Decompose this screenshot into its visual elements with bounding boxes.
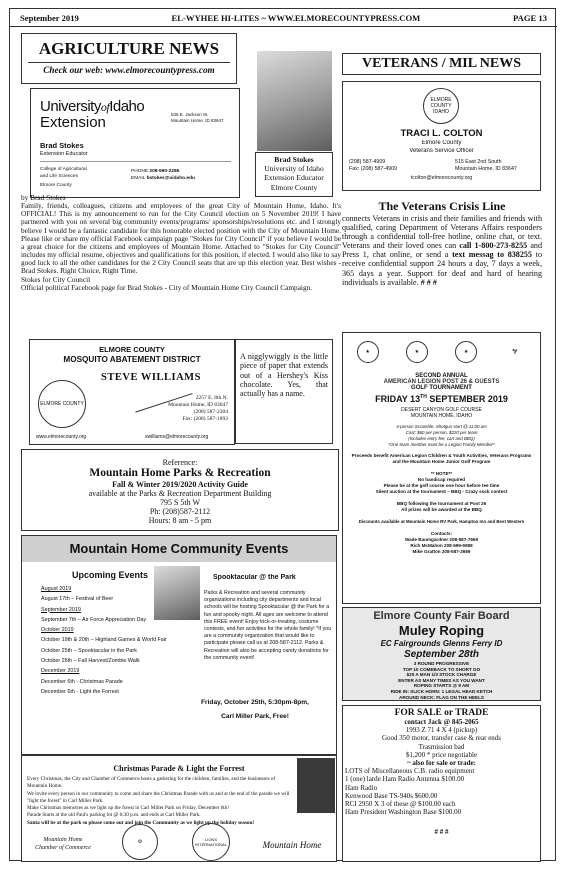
uidaho-college: College of Agricultural and Life Sciences Elmore County [40, 167, 87, 188]
uidaho-business-card [30, 88, 240, 198]
stokes-caption: Brad Stokes University of Idaho Extension Educator Elmore County [255, 152, 333, 197]
issue-date: September 2019 [20, 12, 79, 23]
uidaho-extension-wordmark: Extension [40, 114, 106, 131]
legion-emblem-icon: ★ [357, 341, 379, 363]
agri-subtitle: Check our web: www.elmorecountypress.com [28, 62, 230, 75]
christmas-box [21, 755, 337, 862]
lions-logo: LIONS INTERNATIONAL [192, 823, 230, 861]
page-number: PAGE 13 [513, 12, 547, 23]
sale-item: Ham President Washington Base $100.00 [345, 808, 462, 817]
city-seal-icon: ⚙ [122, 824, 158, 860]
parks-rec-box: Reference: Mountain Home Parks & Recreation Fall & Winter 2019/2020 Activity Guide available at the Parks & Recreation Department Building 795 S 5th W Ph: (208)587-2112 Hours: 8 am - 5 pm [21, 449, 339, 531]
mosquito-district-seal: ELMORE COUNTY [38, 380, 86, 428]
agriculture-header [21, 33, 237, 84]
spooktacular-photo [154, 566, 200, 620]
event-item: December 6th - Light the Forrest [41, 688, 119, 695]
event-item: October 26th – Fall Harvest/Zombie Walk [41, 658, 140, 665]
sale-item: Kenwood Base TS-940s $600.00 [345, 791, 438, 800]
page-header [10, 9, 557, 27]
event-item: September 2019 [41, 606, 81, 613]
event-item: August 17th – Festival of Beer [41, 596, 114, 603]
veterans-header: VETERANS / MIL NEWS [342, 53, 541, 75]
event-item: October 25th – Spooktacular in the Park [41, 647, 137, 654]
elmore-county-seal: ELMORE COUNTY IDAHO [423, 88, 459, 124]
event-item: October 19th & 20th – Highland Games & World Fair [41, 637, 167, 644]
fair-board-ad: Elmore County Fair Board Muley Roping EC Fairgrounds Glenns Ferry ID September 28th 3 ROUND PROGRESSIVE TOP 10 COMEBACK TO SHORT GO $20 A MAN 1/3 STOCK CHARGE ENTER AS MANY TIMES AS YOU WANT ROPING STARTS @ 9 AM RIDE IN: SLICK HORN: 1 LEGAL HEAD KETCH AROUND NECK: FLAG ON THE HEELS [342, 607, 541, 701]
upcoming-heading: Upcoming Events [72, 570, 149, 580]
brad-stokes-photo [257, 51, 332, 151]
crisis-line-article: The Veterans Crisis Line connects Veterans in crisis and their families and friends with qualified, caring Department of Veterans Affairs responders through a confidential toll-free hotline, online chat, or text. Veterans and their loved ones can call 1-800-273-8255 and Press 1, chat online, or send a text messag to 838255 to receive confidential support 24 hours a day, 7 days a week, 365 days a year. Support for deaf and hard of hearing individuals is available. # # # [342, 199, 542, 287]
community-events-box: Mountain Home Community Events Upcoming Events August 2019 August 17th – Festival of Beer September 2019 September 7th – Air Force Appreciation Day October 2019 October 19th & 20th – Highland Games & World Fair October 25th – Spooktacular in the Park October 26th – Fall Harvest/Zombie Walk December 2019 December 6th - Christmas Parade December 6th - Light the Forrest Spooktacular @ the Park Parks & Recreation and several community organizations including city departments and local schools will be hosting Spooktacular @ the Park for a fun and spooky night. All ages are welcome to attend this FREE event! Enjoy trick-or-treating, costume contests, and fun activities for the whole family! *If you are a community organization that would like to participate please call us at 208-587-2112. Parks & Recreation will also be accepting candy donations for the community event! Friday, October 25th, 5:30pm-8pm, Carl Miller Park, Free! [21, 535, 337, 755]
uidaho-contact: PHONE 208-590-2286 EMAIL bstokes@uidaho.edu [131, 169, 195, 181]
crisis-title: The Veterans Crisis Line [378, 199, 506, 213]
event-item: December 6th - Christmas Parade [41, 678, 123, 685]
eagle-emblem-icon: 🦅 [512, 349, 519, 355]
sale-item: 1 (one) larde Ham Radio Antenna $100.00 [345, 775, 465, 784]
vso-business-card: ELMORE COUNTY IDAHO TRACI L. COLTON Elmore County Veterans Service Officer (208) 587-4909 Fax: (208) 587-4909 515 East 2nd South Mountain Home, ID 83647 tcolton@elmorecounty.org [342, 81, 541, 191]
for-sale-ad: FOR SALE or TRADE contact Jack @ 845-2065 1993 Z 71 4 X 4 (pickup) Good 350 motor, transfer case & rear ends Trasmission bad $1,200 * price negotiable ~ also for sale or trade: LOTS of Miscellaneous C.B. radio equipment 1 (one) larde Ham Radio Antenna $100.00 Ham Radio Kenwood Base TS-940s $600.00 RCI 2950 X 3 of these @ $100.00 each Ham President Washington Base $100.00 # # # [342, 705, 541, 862]
mosquito-business-card: ELMORE COUNTY MOSQUITO ABATEMENT DISTRICT ELMORE COUNTY STEVE WILLIAMS 2257 E. 8th N. Mountain Home, ID 83647 (208) 587-2304 Fax: (208) 587-1893 www.elmorecounty.org swilliams@elmorecounty.org [29, 339, 235, 445]
event-item: August 2019 [41, 586, 72, 592]
parks-title: Mountain Home Parks & Recreation [89, 467, 271, 479]
masthead: EL-WYHEE HI-LITES ~ WWW.ELMORECOUNTYPRESS.COM [171, 12, 421, 23]
vso-name: TRACI L. COLTON [400, 128, 483, 139]
sale-item: LOTS of Miscellaneous C.B. radio equipment [345, 767, 475, 776]
legion-emblems [343, 341, 540, 363]
agri-title: AGRICULTURE NEWS [38, 39, 220, 58]
chamber-logo: Mountain Home Chamber of Commerce [35, 837, 91, 851]
event-item: December 2019 [41, 668, 80, 675]
uidaho-title: Extension Educator [40, 151, 88, 157]
xmas-body: Every Christmas, the City and Chamber of Commerce hosts a gathering for the children, families, and the businesses of Mountain Home. We invite every person in our community to come and share the Christmas Parade with us and at the end of the parade we will "light the forest" in Carl Miller Park. Make Christmas memories as we light up the forest in Carl Miller Park on Friday, December 6th! Parade Starts at the old Paul's parking lot @ 6:30 p.m. and ends at Carl Miller Park. Santa will be at the park so please come out and join the Community as we light up the holiday season! [27, 776, 290, 826]
sale-items [343, 767, 540, 816]
event-item: October 2019 [41, 627, 74, 634]
uidaho-logo: UniversityofIdaho [40, 98, 145, 115]
sale-item: RCI 2950 X 3 of these @ $100.00 each [345, 800, 456, 809]
mosq-address: 2257 E. 8th N. Mountain Home, ID 83647 (208) 587-2304 Fax: (208) 587-1893 [168, 395, 228, 422]
uidaho-address: 535 E. Jackson St. Mountain Home, ID 83647 [171, 112, 224, 123]
events-title: Mountain Home Community Events [22, 536, 336, 562]
mountain-home-logo: Mountain Home [262, 840, 322, 850]
event-item: September 7th – Air Force Appreciation Day [41, 616, 147, 623]
auxiliary-emblem-icon: ★ [455, 341, 477, 363]
mosq-name: STEVE WILLIAMS [101, 372, 201, 383]
christmas-tree-photo [297, 758, 335, 813]
nigglywiggly-box: A nigglywiggly is the little piece of paper that extends out of a Hershey's Kiss chocolate. Yes, that actually has a name. [235, 339, 333, 444]
article-body: Family, friends, colleagues, citizens and employees of the great City of Mountain Home, Idaho. It's OFFICIAL! This is my announcement to run for the City Council election on 5 November 2019! I have partnered with you on several big community events/programs/ sponsorships/resolutions etc. and I strongly believe I would be a fantastic candidate for this honorable elected position with the City of Mountain Home. Please like or share my official Facebook campaign page "Stokes for City Council" if you believe I would be a great choice for the citizens and employees of Mountain Home. Attached to "Stokes for City Council" includes my official resume, objectives and qualifications for this position, if elected. I would also like to say good luck to all the other candidates for the 2 City Council seats that are up this election year. Best wishes - Brad Stokes. Right Choice, Right Time. [21, 201, 341, 276]
newspaper-page [9, 8, 556, 861]
legion-date: FRIDAY 13TH SEPTEMBER 2019 [375, 394, 508, 404]
sale-item: Ham Radio [345, 783, 378, 792]
divider [40, 161, 231, 162]
spook-body: Parks & Recreation and several community organizations including city departments and local schools will be hosting Spooktacular @ the Park for a fun and spooky night. All ages are welcome to attend this FREE event! Enjoy trick-or-treating, costume contests, and fun activities for the whole family! *If you are a community organization that would like to participate please call us at 208-587-2112. Parks & Recreation will also be accepting candy donations for the community event! [204, 590, 332, 661]
spook-heading: Spooktacular @ the Park [213, 574, 296, 581]
stokes-article: by Brad Stokes Family, friends, colleagues, citizens and employees of the great City of Mountain Home, Idaho. It's OFFICIAL! This is my announcement to run for the City Council election on 5 November 2019! I have partnered with you on several big community events/programs/ sponsorships/resolutions etc. and I strongly believe I would be a fantastic candidate for this honorable elected position with the City of Mountain Home. Please like or share my official Facebook campaign page "Stokes for City Council" if you believe I would be a great choice for the citizens and employees of Mountain Home. Attached to "Stokes for City Council" includes my official resume, objectives and qualifications for this position, if elected. I would also like to say good luck to all the other candidates for the 2 City Council seats that are up this election year. Best wishes - Brad Stokes. Right Choice, Right Time. Stokes for City Council Official political Facebook page for Brad Stokes - City of Mountain Home City Council Campaign. [21, 194, 341, 292]
star-emblem-icon: ★ [406, 341, 428, 363]
uidaho-name: Brad Stokes [40, 141, 84, 150]
legion-golf-flyer: ★ ★ ★ 🦅 SECOND ANNUAL AMERICAN LEGION POST 26 & GUESTS GOLF TOURNAMENT FRIDAY 13TH SEPTEMBER 2019 DESERT CANYON GOLF COURSE MOUNTAIN HOME, IDAHO 4-person Scramble, Shotgun start @ 11:00 am Cost: $60 per person, $220 per team (Includes entry fee, cart and BBQ) *One team member must be a Legion Family Member* Proceeds benefit American Legion Children & Youth Activities, Veterans Programs and the Mountain Home Junior Golf Program ** NOTE** No handicap required Please be at the golf course one hour before tee time Silent auction at the tournament – BBQ - Crazy sock contest BBQ following the tournament at Post 26 All prizes will be awarded at the BBQ Discounts available at Mountain Home RV Park, Hampton Inn and Best Western Contacts: Wade Baumgardner 208-587-7669 Rich McMahon 208-599-9988 Mike Gratton 208-587-2669 [342, 332, 541, 604]
xmas-title: Christmas Parade & Light the Forrest [113, 764, 245, 773]
